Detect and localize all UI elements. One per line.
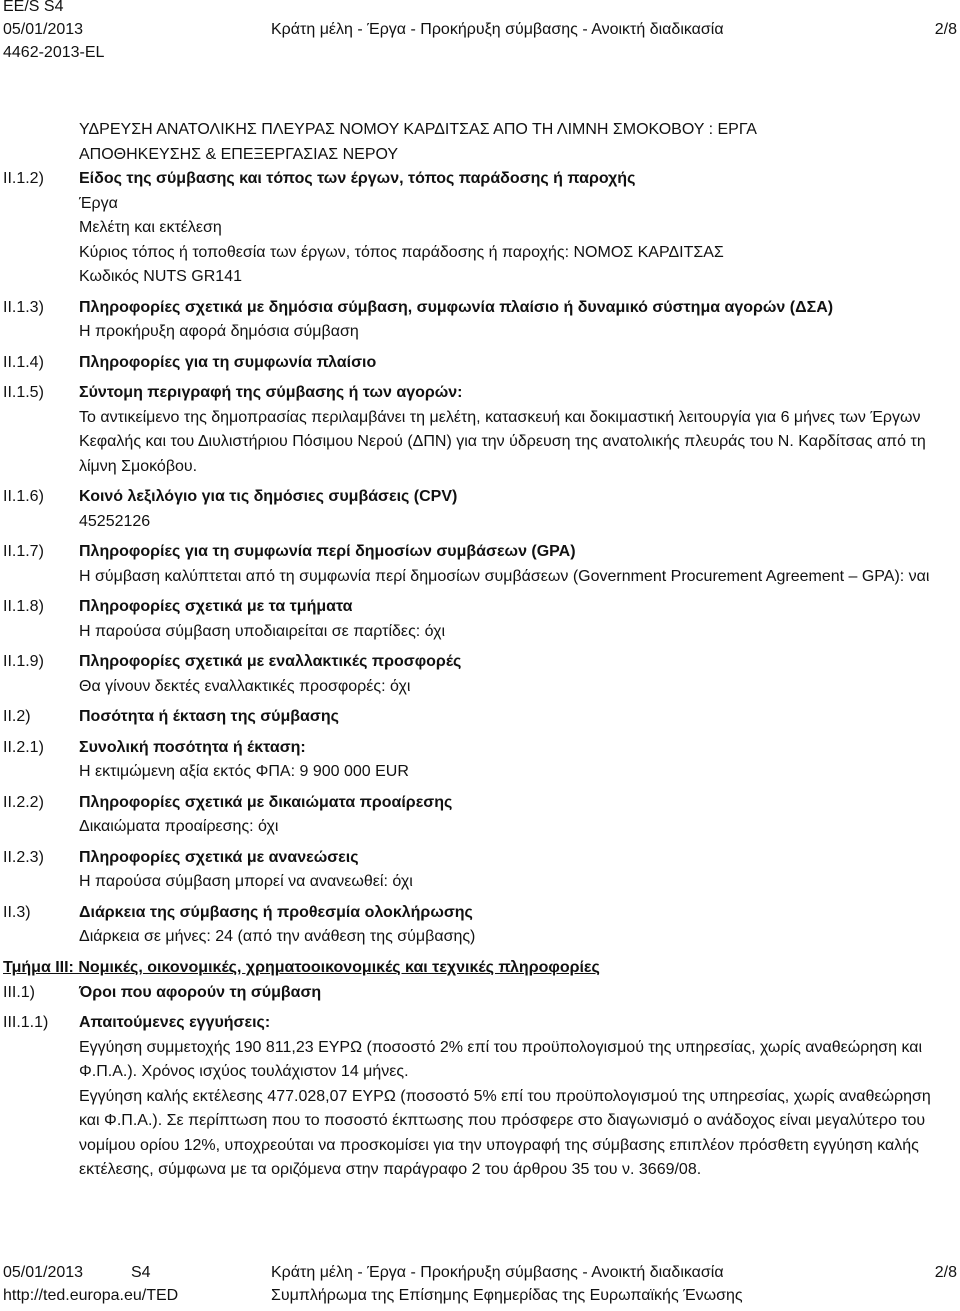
- section-code: II.1.8): [3, 598, 44, 615]
- description-text: Το αντικείμενο της δημοπρασίας περιλαμβάνει τη μελέτη, κατασκευή και δοκιμαστική λειτουργία για 6 μήνες των Έργων Κεφαλής και του Διυλιστήριου Πόσιμου Νερού (ΔΠΝ) για την ύδρευση της ανατολικής πλευράς του Ν. Καρδίτσας από τη λίμνη Σμοκόβου.: [79, 408, 926, 475]
- header-title: Κράτη μέλη - Έργα - Προκήρυξη σύμβασης - Ανοικτή διαδικασία: [271, 21, 724, 38]
- section-heading: Πληροφορίες σχετικά με τα τμήματα: [79, 598, 353, 615]
- section-code: III.1.1): [3, 1014, 49, 1031]
- section-heading: Πληροφορίες σχετικά με δημόσια σύμβαση, συμφωνία πλαίσιο ή δυναμικό σύστημα αγορών (ΔΣΑ): [79, 298, 834, 316]
- performance-guarantee-text: Εγγύηση καλής εκτέλεσης 477.028,07 ΕΥΡΩ (ποσοστό 5% επί του προϋπολογισμού της υπηρεσίας, χωρίς αναθεώρηση και Φ.Π.Α.). Σε περίπτωση που το ποσοστό έκπτωσης που πρόσφερε στο διαγωνισμό ο ανάδοχος είναι μεγαλύτερο του νομίμου ορίου 12%, υποχρεούται να προσκομίσει για την υπογραφή της σύμβασης επιπλέον πρόσθετη εγγύηση καλής εκτέλεσης, σύμφωνα με τα οριζόμενα στην παράγραφο 2 του άρθρου 35 του ν. 3669/08.: [79, 1087, 931, 1178]
- section-heading: Σύντομη περιγραφή της σύμβασης ή των αγορών:: [79, 384, 463, 401]
- section-ii-1-3: II.1.3) Πληροφορίες σχετικά με δημόσια σύμβαση, συμφωνία πλαίσιο ή δυναμικό σύστημα αγορών (ΔΣΑ) Η προκήρυξη αφορά δημόσια σύμβαση: [0, 296, 960, 345]
- estimated-value: Η εκτιμώμενη αξία εκτός ΦΠΑ: 9 900 000 EUR: [79, 763, 409, 780]
- section-ii-1-5: [0, 381, 960, 479]
- section-code: II.1.5): [3, 384, 44, 401]
- page-footer: [0, 1263, 960, 1309]
- section-code: II.1.9): [3, 653, 44, 670]
- section-ii-1-2: II.1.2) Είδος της σύμβασης και τόπος των έργων, τόπος παράδοσης ή παροχής Έργα Μελέτη και εκτέλεση Κύριος τόπος ή τοποθεσία των έργων, τόπος παράδοσης ή παροχής: ΝΟΜΟΣ ΚΑΡΔΙΤΣΑΣ Κωδικός NUTS GR141: [0, 167, 960, 290]
- footer-url-link[interactable]: http://ted.europa.eu/TED: [3, 1287, 179, 1304]
- notice-number: 4462-2013-EL: [3, 44, 105, 61]
- section-ii-2-1: [0, 736, 960, 785]
- section-code: II.2.2): [3, 793, 44, 811]
- footer-date: 05/01/2013: [3, 1264, 84, 1281]
- section-code: II.1.6): [3, 488, 44, 505]
- section-iii-1: [0, 981, 960, 1006]
- document-body: [0, 118, 960, 1189]
- section-code: II.2.1): [3, 738, 44, 756]
- section-code: II.1.3): [3, 298, 44, 316]
- footer-page-number: 2/8: [934, 1264, 957, 1281]
- section-iii-title: Τμήμα III: Νομικές, οικονομικές, χρηματοοικονομικές και τεχνικές πληροφορίες: [3, 958, 600, 976]
- section-heading: Απαιτούμενες εγγυήσεις:: [79, 1014, 271, 1031]
- footer-title: Κράτη μέλη - Έργα - Προκήρυξη σύμβασης - Ανοικτή διαδικασία: [271, 1264, 724, 1281]
- doc-code: EE/S S4: [3, 0, 64, 15]
- bid-guarantee-text: Εγγύηση συμμετοχής 190 811,23 ΕΥΡΩ (ποσοστό 2% επί του προϋπολογισμού της υπηρεσίας, χωρίς αναθεώρηση και Φ.Π.Α.). Χρόνος ισχύος τουλάχιστον 14 μήνες.: [79, 1038, 923, 1080]
- section-ii-2: [0, 705, 960, 730]
- section-code: II.1.2): [3, 170, 44, 187]
- footer-code: S4: [131, 1264, 151, 1281]
- header-date: 05/01/2013: [3, 21, 84, 38]
- section-code: III.1): [3, 983, 36, 1001]
- section-heading: Κοινό λεξιλόγιο για τις δημόσιες συμβάσεις (CPV): [79, 488, 458, 505]
- section-heading: Πληροφορίες σχετικά με ανανεώσεις: [79, 848, 359, 866]
- header-page-number: 2/8: [934, 21, 957, 38]
- section-code: II.3): [3, 903, 31, 921]
- section-code: II.1.4): [3, 353, 44, 371]
- section-iii-1-1: [0, 1011, 960, 1183]
- section-heading: Πληροφορίες σχετικά με δικαιώματα προαίρεσης: [79, 793, 453, 811]
- section-heading: Πληροφορίες για τη συμφωνία πλαίσιο: [79, 353, 377, 371]
- section-ii-1-4: [0, 351, 960, 376]
- section-ii-2-3: II.2.3) Πληροφορίες σχετικά με ανανεώσεις Η παρούσα σύμβαση μπορεί να ανανεωθεί: όχι: [0, 846, 960, 895]
- section-heading: Ποσότητα ή έκταση της σύμβασης: [79, 708, 339, 725]
- footer-subtitle: Συμπλήρωμα της Επίσημης Εφημερίδας της Ευρωπαϊκής Ένωσης: [271, 1287, 743, 1304]
- section-ii-2-2: II.2.2) Πληροφορίες σχετικά με δικαιώματα προαίρεσης Δικαιώματα προαίρεσης: όχι: [0, 791, 960, 840]
- cpv-code: 45252126: [79, 512, 151, 530]
- section-heading: Πληροφορίες για τη συμφωνία περί δημοσίων συμβάσεων (GPA): [79, 543, 576, 560]
- section-code: II.2): [3, 708, 31, 725]
- section-ii-1-8: II.1.8) Πληροφορίες σχετικά με τα τμήματα Η παρούσα σύμβαση υποδιαιρείται σε παρτίδες: όχι: [0, 595, 960, 644]
- section-ii-1-7: II.1.7) Πληροφορίες για τη συμφωνία περί δημοσίων συμβάσεων (GPA) Η σύμβαση καλύπτεται από τη συμφωνία περί δημοσίων συμβάσεων (Government Procurement Agreement – GPA): ναι: [0, 540, 960, 589]
- section-heading: Πληροφορίες σχετικά με εναλλακτικές προσφορές: [79, 653, 462, 670]
- section-heading: Συνολική ποσότητα ή έκταση:: [79, 738, 306, 756]
- section-code: II.1.7): [3, 543, 44, 560]
- contract-title: ΥΔΡΕΥΣΗ ΑΝΑΤΟΛΙΚΗΣ ΠΛΕΥΡΑΣ ΝΟΜΟΥ ΚΑΡΔΙΤΣΑΣ ΑΠΟ ΤΗ ΛΙΜΝΗ ΣΜΟΚΟΒΟΥ : ΕΡΓΑ ΑΠΟΘΗΚΕΥΣΗΣ & ΕΠΕΞΕΡΓΑΣΙΑΣ ΝΕΡΟΥ: [79, 121, 757, 163]
- section-ii-3: II.3) Διάρκεια της σύμβασης ή προθεσμία ολοκλήρωσης Διάρκεια σε μήνες: 24 (από την ανάθεση της σύμβασης): [0, 901, 960, 950]
- section-heading: Είδος της σύμβασης και τόπος των έργων, τόπος παράδοσης ή παροχής: [79, 170, 636, 187]
- section-ii-1-9: II.1.9) Πληροφορίες σχετικά με εναλλακτικές προσφορές Θα γίνουν δεκτές εναλλακτικές προσφορές: όχι: [0, 650, 960, 699]
- section-code: II.2.3): [3, 848, 44, 866]
- section-ii-1-6: [0, 485, 960, 534]
- page-header: [0, 0, 960, 66]
- section-heading: Όροι που αφορούν τη σύμβαση: [79, 983, 322, 1001]
- section-heading: Διάρκεια της σύμβασης ή προθεσμία ολοκλήρωσης: [79, 903, 473, 921]
